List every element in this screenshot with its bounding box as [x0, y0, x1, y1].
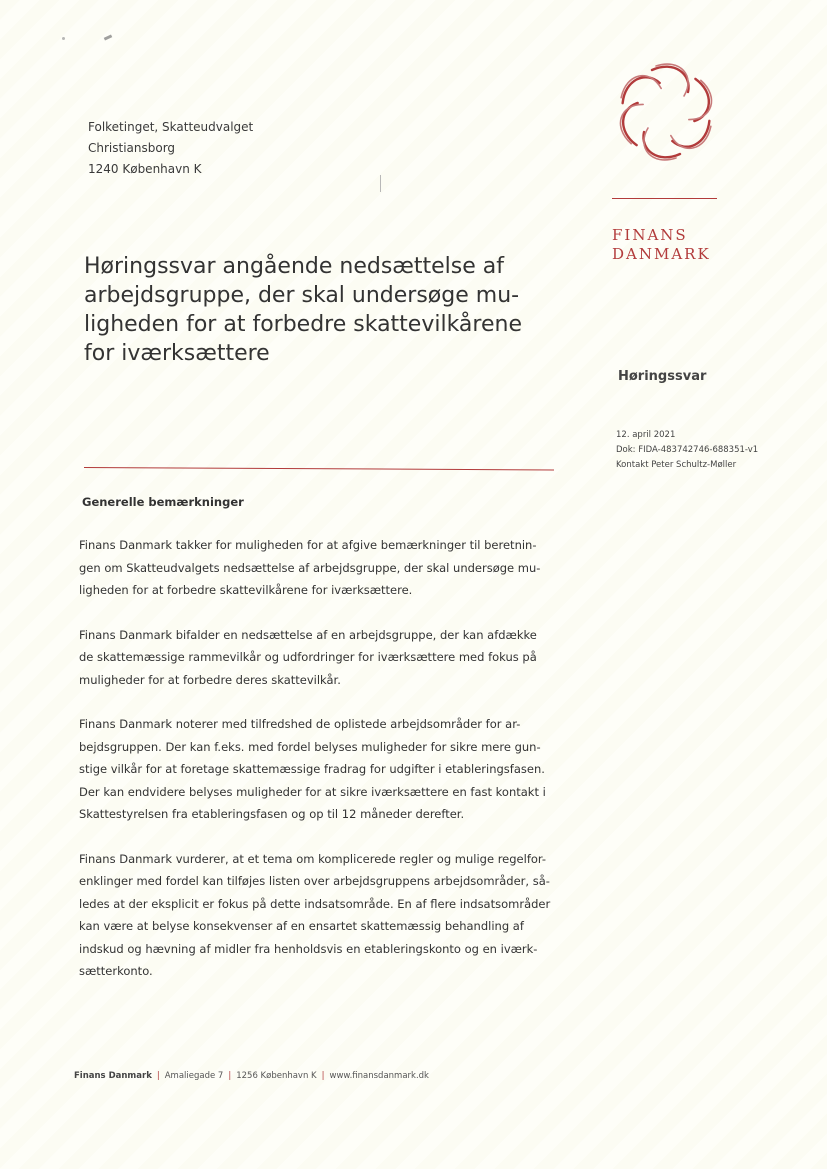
document-meta	[616, 428, 758, 473]
page-footer	[74, 1071, 429, 1081]
address-line: 1240 København K	[88, 162, 202, 176]
paragraph-line: gen om Skatteudvalgets nedsættelse af arbejdsgruppe, der skal undersøge mu-	[79, 560, 541, 575]
footer-org: Finans Danmark	[74, 1071, 152, 1081]
footer-separator: |	[156, 1071, 160, 1081]
body-text	[79, 534, 559, 1005]
document-date: 12. april 2021	[616, 430, 676, 440]
paragraph-line: muligheder for at forbedre deres skattevilkår.	[79, 672, 341, 687]
footer-web-link[interactable]: www.finansdanmark.dk	[329, 1071, 429, 1081]
paragraph	[79, 713, 559, 826]
document-title	[84, 252, 554, 368]
paragraph-line: Finans Danmark noterer med tilfredshed de oplistede arbejdsområder for ar-	[79, 717, 521, 731]
title-line: arbejdsgruppe, der skal undersøge mu-	[84, 283, 520, 308]
document-id: Dok: FIDA-483742746-688351-v1	[616, 445, 759, 455]
paragraph-line: Der kan endvidere belyses muligheder for at sikre iværksættere en fast kontakt i	[79, 784, 546, 799]
paragraph-line: indskud og hævning af midler fra henholdsvis en etableringskonto og en iværk-	[79, 941, 538, 956]
paragraph-line: de skattemæssige rammevilkår og udfordringer for iværksættere med fokus på	[79, 650, 537, 664]
title-line: for iværksættere	[84, 341, 270, 366]
paragraph-line: kan være at belyse konsekvenser af en ensartet skattemæssig behandling af	[79, 919, 524, 933]
logo-divider	[612, 198, 717, 199]
brand-wordmark	[612, 226, 732, 264]
scan-artifact	[380, 175, 381, 192]
paragraph-line: Finans Danmark takker for muligheden for at afgive bemærkninger til beretnin-	[79, 538, 537, 552]
paragraph-line: Skattestyrelsen fra etableringsfasen og op til 12 måneder derefter.	[79, 807, 465, 821]
footer-city: 1256 København K	[236, 1071, 317, 1081]
paragraph-line: ligheden for at forbedre skattevilkårene for iværksættere.	[79, 583, 413, 597]
address-line: Christiansborg	[88, 141, 176, 155]
paragraph-line: enklinger med fordel kan tilføjes listen over arbejdsgruppens arbejdsområder, så-	[79, 874, 550, 888]
section-heading: Generelle bemærkninger	[82, 495, 244, 509]
paragraph-line: Finans Danmark bifalder en nedsættelse af en arbejdsgruppe, der kan afdække	[79, 627, 537, 642]
paragraph-line: bejdsgruppen. Der kan f.eks. med fordel belyses muligheder for sikre mere gun-	[79, 739, 541, 754]
title-line: Høringssvar angående nedsættelse af	[84, 254, 504, 279]
title-line: ligheden for at forbedre skattevilkårene	[84, 312, 522, 337]
paragraph	[79, 534, 559, 602]
paragraph	[79, 848, 559, 983]
brand-line: FINANS	[612, 226, 688, 244]
footer-separator: |	[228, 1071, 232, 1081]
footer-address: Amaliegade 7	[164, 1071, 224, 1081]
document-contact: Kontakt Peter Schultz-Møller	[616, 460, 737, 470]
footer-separator: |	[321, 1071, 325, 1081]
paragraph-line: sætterkonto.	[79, 964, 153, 978]
finans-danmark-logo-icon	[610, 56, 722, 168]
paragraph-line: ledes at der eksplicit er fokus på dette indsatsområde. En af flere indsatsområder	[79, 896, 551, 911]
address-line: Folketinget, Skatteudvalget	[88, 120, 254, 134]
paragraph-line: Finans Danmark vurderer, at et tema om komplicerede regler og mulige regelfor-	[79, 851, 547, 866]
scan-artifact	[62, 37, 65, 40]
brand-line: DANMARK	[612, 245, 711, 263]
document-type-label: Høringssvar	[618, 369, 707, 384]
recipient-address	[88, 117, 253, 180]
paragraph	[79, 624, 559, 692]
paragraph-line: stige vilkår for at foretage skattemæssige fradrag for udgifter i etableringsfasen.	[79, 762, 545, 776]
